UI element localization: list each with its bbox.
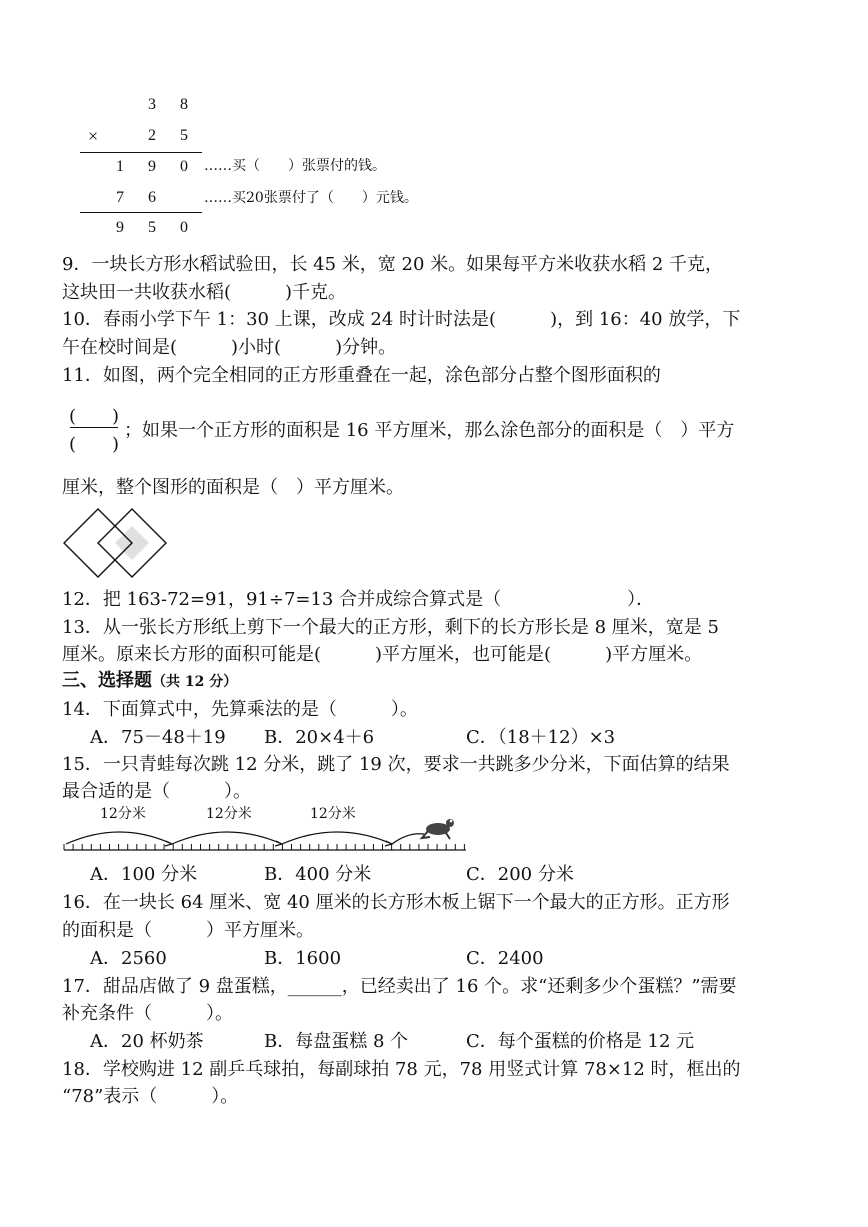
jump-arc [66, 832, 172, 844]
q11-line-2: ；如果一个正方形的面积是 16 平方厘米，那么涂色部分的面积是（ ）平方 [124, 420, 735, 441]
q16-line-1: 16．在一块长 64 厘米、宽 40 厘米的长方形木板上锯下一个最大的正方形。正方形 [62, 892, 730, 913]
frog-jump-diagram [62, 804, 470, 856]
multiply-sign: × [88, 126, 99, 146]
q17-line-2: 补充条件（ ）。 [62, 1003, 233, 1024]
q17-line-1: 17．甜品店做了 9 盘蛋糕，______，已经卖出了 16 个。求“还剩多少个蛋糕？”需要 [62, 976, 737, 997]
q15-line-2: 最合适的是（ ）。 [62, 781, 251, 802]
q13-line-2: 厘米。原来长方形的面积可能是( )平方厘米，也可能是( )平方厘米。 [62, 644, 703, 665]
digit: 5 [180, 127, 188, 144]
q15-line-1: 15．一只青蛙每次跳 12 分米，跳了 19 次，要求一共跳多少分米，下面估算的结果 [62, 754, 730, 775]
q14-option-c[interactable]: C．（18＋12）×3 [466, 727, 616, 748]
digit: 9 [148, 158, 156, 175]
digit: 6 [148, 189, 156, 206]
calc-note-2: ……买20张票付了（ ）元钱。 [204, 190, 418, 206]
fraction-numerator: ( ) [68, 406, 120, 427]
digit: 1 [116, 158, 124, 175]
section-title: 三、选择题 [62, 670, 152, 691]
q13-line-1: 13．从一张长方形纸上剪下一个最大的正方形，剩下的长方形长是 8 厘米，宽是 5 [62, 617, 719, 638]
digit: 0 [180, 219, 188, 236]
q17-option-a[interactable]: A．20 杯奶茶 [90, 1031, 204, 1052]
digit: 9 [116, 219, 124, 236]
q10-line-1: 10．春雨小学下午 1：30 上课，改成 24 时计时法是( )，到 16：40 放学，下 [62, 309, 741, 330]
section-score: （共 12 分） [152, 674, 238, 690]
q18-line-2: “78”表示（ ）。 [62, 1086, 239, 1107]
q10-line-2: 午在校时间是( )小时( )分钟。 [62, 337, 397, 358]
digit: 0 [180, 158, 188, 175]
q9-line-1: 9．一块长方形水稻试验田，长 45 米，宽 20 米。如果每平方米收获水稻 2 千克， [62, 254, 724, 275]
calc-rule [80, 152, 202, 153]
q16-option-b[interactable]: B．1600 [264, 948, 342, 969]
calc-note-1: ……买（ ）张票付的钱。 [204, 158, 386, 174]
jump-label: 12分米 [100, 806, 146, 822]
jump-label: 12分米 [206, 806, 252, 822]
digit: 2 [148, 127, 156, 144]
digit: 8 [180, 96, 188, 113]
q18-line-1: 18．学校购进 12 副乒乓球拍，每副球拍 78 元，78 用竖式计算 78×12 时，框出的 [62, 1059, 741, 1080]
q14-option-a[interactable]: A．75－48＋19 [90, 727, 226, 748]
fraction-denominator: ( ) [68, 434, 120, 455]
q14-stem: 14．下面算式中，先算乘法的是（ ）。 [62, 699, 418, 720]
digit: 3 [148, 96, 156, 113]
q12-line: 12．把 163-72=91，91÷7=13 合并成综合算式是（ ）． [62, 589, 655, 610]
q17-option-b[interactable]: B．每盘蛋糕 8 个 [264, 1031, 409, 1052]
q17-option-c[interactable]: C．每个蛋糕的价格是 12 元 [466, 1031, 695, 1052]
q9-line-2: 这块田一共收获水稻( )千克。 [62, 282, 347, 303]
jump-arc-partial [392, 834, 424, 844]
fraction-blank [66, 402, 122, 454]
q11-line-1: 11．如图，两个完全相同的正方形重叠在一起，涂色部分占整个图形面积的 [62, 365, 661, 386]
q16-option-a[interactable]: A．2560 [90, 948, 167, 969]
q16-line-2: 的面积是（ ）平方厘米。 [62, 920, 314, 941]
q15-option-a[interactable]: A．100 分米 [90, 864, 198, 885]
frog-icon [422, 819, 454, 839]
jump-arc [282, 832, 392, 844]
q15-option-c[interactable]: C．200 分米 [466, 864, 574, 885]
jump-label: 12分米 [310, 806, 356, 822]
calc-rule [80, 212, 202, 213]
fraction-bar [70, 427, 118, 428]
q11-line-3: 厘米，整个图形的面积是（ ）平方厘米。 [62, 477, 404, 498]
jump-arc [172, 832, 282, 844]
overlapping-squares-figure [62, 505, 172, 581]
digit: 7 [116, 189, 124, 206]
q16-option-c[interactable]: C．2400 [466, 948, 544, 969]
q15-option-b[interactable]: B．400 分米 [264, 864, 372, 885]
digit: 5 [148, 219, 156, 236]
section-heading [62, 670, 237, 693]
q14-option-b[interactable]: B．20×4＋6 [264, 727, 375, 748]
